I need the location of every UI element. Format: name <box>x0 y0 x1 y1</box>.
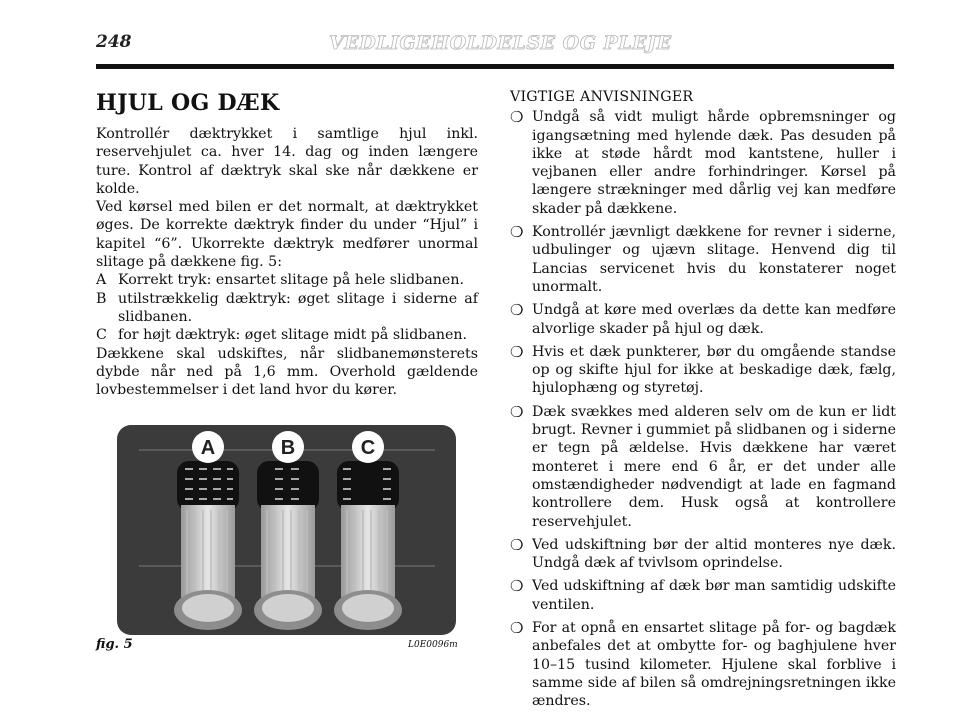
tire-c <box>334 461 402 630</box>
warning-text: Kontrollér jævnligt dækkene for revner i siderne, udbulinger og ujævn slitage. Henvend dig til Lancias servicenet hvis du konstaterer noget unormalt. <box>532 224 896 295</box>
label-c-badge <box>352 431 384 463</box>
running-head: VEDLIGEHOLDELSE OG PLEJE <box>329 32 672 54</box>
bullet-circle-icon: ❍ <box>510 223 524 242</box>
warning-item <box>510 301 896 338</box>
label-a: A <box>200 437 216 459</box>
bullet-circle-icon: ❍ <box>510 535 524 554</box>
warning-text: Undgå så vidt muligt hårde opbremsninger og igangsætning med hylende dæk. Pas desuden på ikke at støde hårdt mod kantstene, huller i vejbanen eller andre forhindringer. Kørsel på længere strækninger med dårlig vej kan medføre skader på dækkene. <box>532 109 896 217</box>
warning-text: Dæk svækkes med alderen selv om de kun er lidt brugt. Revner i gummiet på slidbanen og i siderne er tegn på ældelse. Hvis dækkene har været monteret i mere end 6 år, er det under alle omstændigheder nødvendigt at lade en fagmand kontrollere dem. Husk også at kontrollere reservehjulet. <box>532 403 896 530</box>
list-text: utilstrækkelig dæktryk: øget slitage i siderne af slidbanen. <box>118 290 478 325</box>
page-number: 248 <box>96 32 132 52</box>
list-text: Korrekt tryk: ensartet slitage på hele slidbanen. <box>118 272 464 289</box>
warning-text: Ved udskiftning af dæk bør man samtidig udskifte ventilen. <box>532 578 896 613</box>
list-letter: A <box>96 272 107 289</box>
warnings-heading: VIGTIGE ANVISNINGER <box>510 89 694 105</box>
tire-b <box>254 461 322 630</box>
left-column <box>96 88 478 399</box>
right-column <box>510 88 896 716</box>
warning-item <box>510 108 896 218</box>
warning-item <box>510 223 896 296</box>
bullet-circle-icon: ❍ <box>510 108 524 127</box>
bullet-circle-icon: ❍ <box>510 619 524 638</box>
bullet-circle-icon: ❍ <box>510 342 524 361</box>
tire-wear-figure <box>117 425 456 635</box>
label-b: B <box>280 437 296 459</box>
list-letter: B <box>96 290 107 307</box>
tire-a <box>174 461 242 630</box>
header-rule <box>96 64 894 69</box>
bullet-circle-icon: ❍ <box>510 402 524 421</box>
warning-item <box>510 577 896 614</box>
warning-text: Hvis et dæk punkterer, bør du omgående standse op og skifte hjul for ikke at beskadige dæk, fælg, hjulophæng og styretøj. <box>532 343 896 397</box>
bullet-circle-icon: ❍ <box>510 577 524 596</box>
closing-paragraph: Dækkene skal udskiftes, når slidbanemønsterets dybde når ned på 1,6 mm. Overhold gældende lovbestemmelser i det land hvor du kører. <box>96 345 478 399</box>
bullet-circle-icon: ❍ <box>510 301 524 320</box>
list-item-c <box>96 326 478 344</box>
pressure-paragraph: Ved kørsel med bilen er det normalt, at dæktrykket øges. De korrekte dæktryk finder du under “Hjul” i kapitel “6”. Ukorrekte dæktryk medfører unormal slitage på dækkene fig. 5: <box>96 199 478 271</box>
tire-wear-illustration <box>117 425 456 635</box>
list-letter: C <box>96 327 107 344</box>
label-c: C <box>360 437 376 459</box>
warning-item <box>510 536 896 573</box>
list-text: for højt dæktryk: øget slitage midt på slidbanen. <box>118 327 468 344</box>
section-title: HJUL OG DÆK <box>96 90 280 116</box>
warning-text: Undgå at køre med overlæs da dette kan medføre alvorlige skader på hjul og dæk. <box>532 302 896 337</box>
warning-item <box>510 403 896 531</box>
label-b-badge <box>272 431 304 463</box>
list-item-b <box>96 290 478 327</box>
figure-caption: fig. 5 <box>96 637 133 652</box>
intro-paragraph: Kontrollér dæktrykket i samtlige hjul inkl. reservehjulet ca. hver 14. dag og inden længere ture. Kontrol af dæktryk skal ske når dækkene er kolde. <box>96 126 478 197</box>
warning-item <box>510 343 896 398</box>
warning-text: Ved udskiftning bør der altid monteres nye dæk. Undgå dæk af tvivlsom oprindelse. <box>532 536 896 572</box>
label-a-badge <box>192 431 224 463</box>
list-item-a <box>96 271 478 289</box>
warning-item <box>510 619 896 710</box>
figure-code: L0E0096m <box>408 640 458 650</box>
warning-text: For at opnå en ensartet slitage på for- og bagdæk anbefales det at ombytte for- og baghjulene hver 10–15 tusind kilometer. Hjulene skal forblive i samme side af bilen så omdrejningsretningen ikke ændres. <box>532 620 896 710</box>
